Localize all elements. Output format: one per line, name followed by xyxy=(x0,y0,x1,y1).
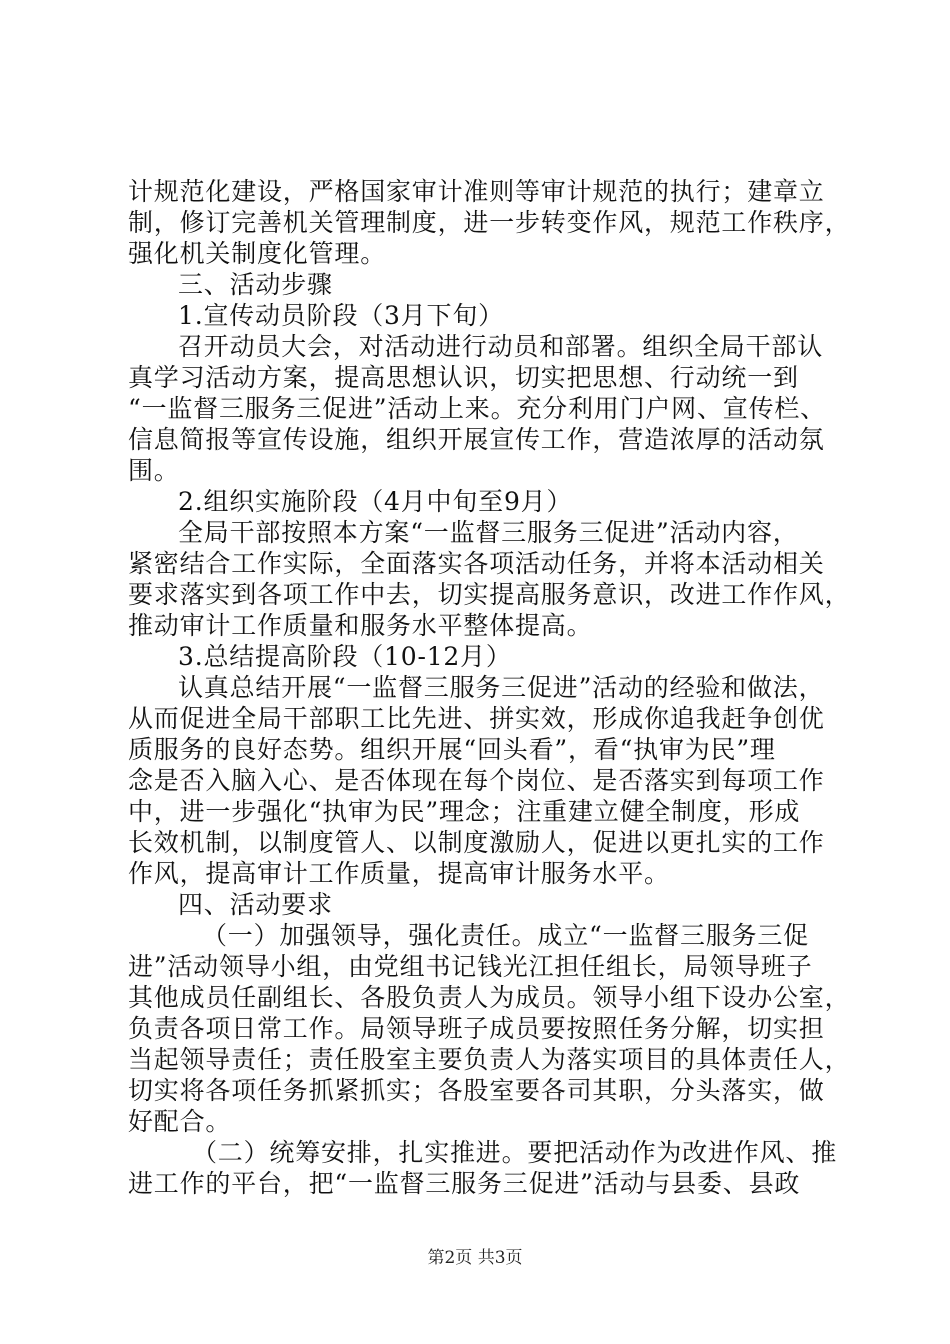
body-line: 从而促进全局干部职工比先进、拼实效，形成你追我赶争创优 xyxy=(128,704,825,733)
body-line: 计规范化建设，严格国家审计准则等审计规范的执行；建章立 xyxy=(128,177,825,206)
body-line: 真学习活动方案，提高思想认识，切实把思想、行动统一到 xyxy=(128,363,799,392)
section-heading: 三、活动步骤 xyxy=(178,270,333,299)
page-footer: 第2页 共3页 xyxy=(427,1248,523,1268)
body-line: 好配合。 xyxy=(128,1107,232,1136)
body-line: 切实将各项任务抓紧抓实；各股室要各司其职，分头落实，做 xyxy=(128,1076,825,1105)
subsection-heading: 3.总结提高阶段（10-12月） xyxy=(178,642,512,671)
body-line: 要求落实到各项工作中去，切实提高服务意识，改进工作作风， xyxy=(128,580,851,609)
body-line: 长效机制，以制度管人、以制度激励人，促进以更扎实的工作 xyxy=(128,828,825,857)
body-line: 进工作的平台，把“一监督三服务三促进”活动与县委、县政 xyxy=(128,1169,801,1198)
body-line: 紧密结合工作实际，全面落实各项活动任务，并将本活动相关 xyxy=(128,549,825,578)
body-line: 质服务的良好态势。组织开展“回头看”，看“执审为民”理 xyxy=(128,735,776,764)
body-line: “一监督三服务三促进”活动上来。充分利用门户网、宣传栏、 xyxy=(128,394,826,423)
body-line: 认真总结开展“一监督三服务三促进”活动的经验和做法， xyxy=(178,673,825,702)
body-line: 信息简报等宣传设施，组织开展宣传工作，营造浓厚的活动氛 xyxy=(128,425,825,454)
subsection-heading: 2.组织实施阶段（4月中旬至9月） xyxy=(178,487,573,516)
body-line: 负责各项日常工作。局领导班子成员要按照任务分解，切实担 xyxy=(128,1014,825,1043)
body-line: 念是否入脑入心、是否体现在每个岗位、是否落实到每项工作 xyxy=(128,766,825,795)
document-body xyxy=(128,176,851,1199)
subsection-heading: 1.宣传动员阶段（3月下旬） xyxy=(178,301,504,330)
body-line: 推动审计工作质量和服务水平整体提高。 xyxy=(128,611,593,640)
body-line: 其他成员任副组长、各股负责人为成员。领导小组下设办公室， xyxy=(128,983,851,1012)
body-line: 召开动员大会，对活动进行动员和部署。组织全局干部认 xyxy=(178,332,824,361)
body-line: （二）统筹安排，扎实推进。要把活动作为改进作风、推 xyxy=(192,1138,838,1167)
section-heading: 四、活动要求 xyxy=(178,890,333,919)
body-line: 当起领导责任；责任股室主要负责人为落实项目的具体责任人， xyxy=(128,1045,851,1074)
body-line: 中，进一步强化“执审为民”理念；注重建立健全制度，形成 xyxy=(128,797,801,826)
body-line: 作风，提高审计工作质量，提高审计服务水平。 xyxy=(128,859,670,888)
body-line: 制，修订完善机关管理制度，进一步转变作风，规范工作秩序， xyxy=(128,208,851,237)
body-line: 围。 xyxy=(128,456,180,485)
body-line: （一）加强领导，强化责任。成立“一监督三服务三促 xyxy=(202,921,809,950)
body-line: 全局干部按照本方案“一监督三服务三促进”活动内容， xyxy=(178,518,799,547)
body-line: 进”活动领导小组，由党组书记钱光江担任组长，局领导班子 xyxy=(128,952,813,981)
body-line: 强化机关制度化管理。 xyxy=(128,239,387,268)
